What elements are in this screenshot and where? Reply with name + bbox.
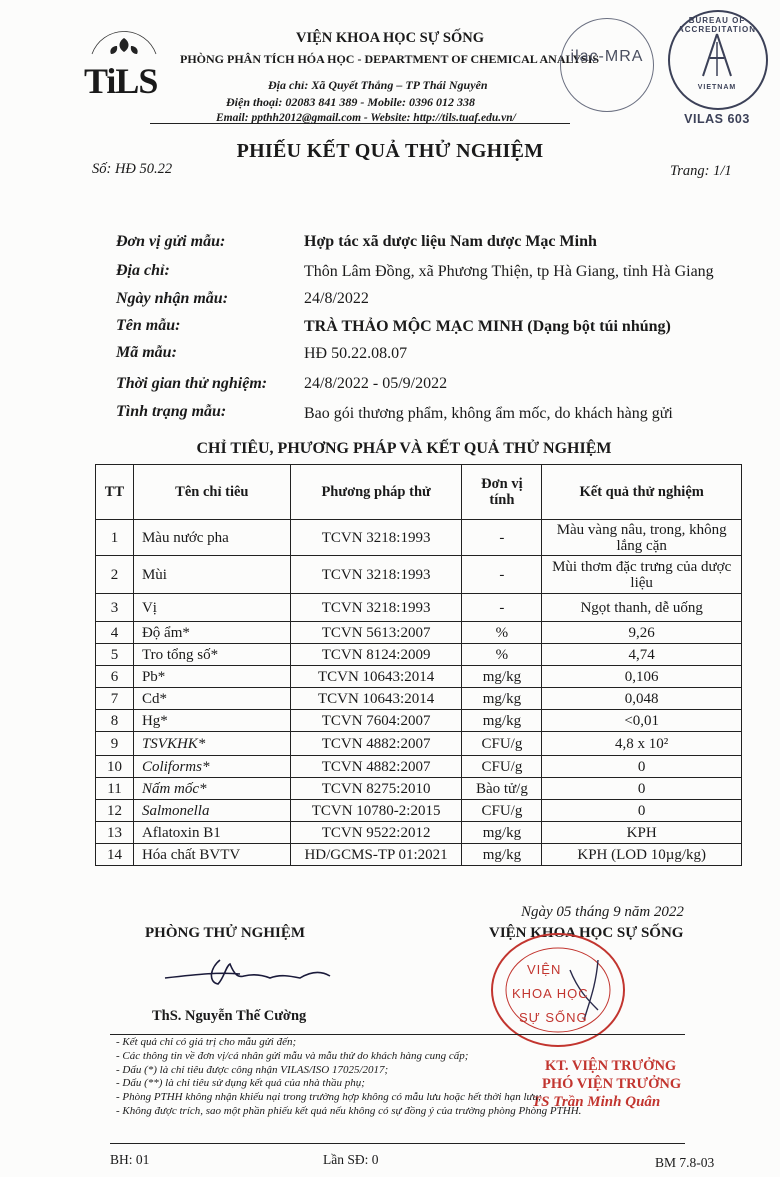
tt-cell: 2 [96, 556, 134, 594]
phone: Điện thoại: 02083 841 389 - Mobile: 0396 012 338 [226, 95, 475, 109]
col-header: Đơn vị tính [462, 465, 542, 520]
revision: Lần SĐ: 0 [323, 1152, 379, 1167]
unit-cell: CFU/g [462, 732, 542, 756]
document-title: PHIẾU KẾT QUẢ THỬ NGHIỆM [236, 140, 544, 162]
method-cell: TCVN 9522:2012 [290, 822, 462, 844]
result-cell: Ngọt thanh, dễ uống [542, 594, 742, 622]
name-cell: Độ ẩm* [133, 622, 290, 644]
name-cell: Aflatoxin B1 [133, 822, 290, 844]
unit-cell: - [462, 556, 542, 594]
col-header: Kết quả thử nghiệm [542, 465, 742, 520]
tt-cell: 12 [96, 800, 134, 822]
name-cell: Nấm mốc* [133, 778, 290, 800]
table-row [96, 756, 742, 778]
note-item: - Dấu (**) là chỉ tiêu sử dụng kết quả của nhà thầu phụ; [116, 1077, 365, 1090]
info-label: Đơn vị gửi mẫu: [116, 233, 226, 250]
method-cell: TCVN 8124:2009 [290, 644, 462, 666]
table-row [96, 800, 742, 822]
name-cell: Salmonella [133, 800, 290, 822]
stamp-text: KHOA HỌC [512, 986, 589, 1001]
result-cell: KPH [542, 822, 742, 844]
bh-code: BH: 01 [110, 1152, 150, 1167]
method-cell: TCVN 7604:2007 [290, 710, 462, 732]
method-cell: TCVN 10780-2:2015 [290, 800, 462, 822]
table-row [96, 688, 742, 710]
unit-cell: CFU/g [462, 756, 542, 778]
tt-cell: 13 [96, 822, 134, 844]
unit-cell: CFU/g [462, 800, 542, 822]
info-value: TRÀ THẢO MỘC MẠC MINH (Dạng bột túi nhúng) [304, 318, 671, 335]
table-row [96, 844, 742, 866]
unit-cell: Bào tử/g [462, 778, 542, 800]
method-cell: TCVN 3218:1993 [290, 520, 462, 556]
name-cell: Vị [133, 594, 290, 622]
unit-cell: - [462, 594, 542, 622]
info-value: Bao gói thương phẩm, không ẩm mốc, do khách hàng gửi [304, 405, 673, 422]
info-label: Ngày nhận mẫu: [116, 290, 229, 307]
tt-cell: 9 [96, 732, 134, 756]
logo-text: TiLS [84, 61, 158, 101]
method-cell: TCVN 10643:2014 [290, 666, 462, 688]
vietnam-text: VIETNAM [697, 84, 737, 91]
lab-signer-name: ThS. Nguyễn Thế Cường [152, 1008, 307, 1024]
table-header-row [96, 465, 742, 520]
tt-cell: 3 [96, 594, 134, 622]
tt-cell: 7 [96, 688, 134, 710]
result-cell: KPH (LOD 10µg/kg) [542, 844, 742, 866]
method-cell: TCVN 5613:2007 [290, 622, 462, 644]
note-item: - Dấu (*) là chỉ tiêu được công nhận VILAS/ISO 17025/2017; [116, 1063, 389, 1076]
email-website: Email: ppthh2012@gmail.com - Website: http://tils.tuaf.edu.vn/ [216, 112, 516, 124]
unit-cell: - [462, 520, 542, 556]
info-label: Địa chỉ: [116, 262, 170, 279]
table-row [96, 822, 742, 844]
address: Địa chỉ: Xã Quyết Thắng – TP Thái Nguyên [268, 78, 488, 92]
notes-bottom-divider [110, 1143, 685, 1144]
info-label: Mã mẫu: [116, 344, 177, 361]
result-cell: 0,106 [542, 666, 742, 688]
method-cell: TCVN 4882:2007 [290, 732, 462, 756]
section-title: CHỈ TIÊU, PHƯƠNG PHÁP VÀ KẾT QUẢ THỬ NGHIỆM [196, 440, 612, 457]
vilas-number: VILAS 603 [684, 112, 750, 126]
tt-cell: 14 [96, 844, 134, 866]
table-row [96, 594, 742, 622]
name-cell: Hg* [133, 710, 290, 732]
institute-name: VIỆN KHOA HỌC SỰ SỐNG [296, 30, 484, 46]
accreditation-emblem-icon [700, 32, 734, 78]
name-cell: Coliforms* [133, 756, 290, 778]
table-row [96, 732, 742, 756]
info-label: Tên mẫu: [116, 317, 181, 334]
lab-signature [160, 948, 350, 998]
note-item: - Không được trích, sao một phần phiếu kết quả nếu không có sự đồng ý của trường phòng Phòng PTHH. [116, 1104, 582, 1117]
result-cell: 9,26 [542, 622, 742, 644]
institute-heading: VIỆN KHOA HỌC SỰ SỐNG [489, 925, 684, 941]
info-value: HĐ 50.22.08.07 [304, 345, 408, 362]
stamp-text: SỰ SỐNG [519, 1010, 588, 1025]
header-divider [150, 123, 570, 124]
method-cell: TCVN 3218:1993 [290, 556, 462, 594]
document-number: Số: HĐ 50.22 [92, 161, 173, 177]
info-value: Thôn Lâm Đồng, xã Phương Thiện, tp Hà Giang, tỉnh Hà Giang [304, 263, 714, 280]
result-cell: Màu vàng nâu, trong, không lắng cặn [542, 520, 742, 556]
info-label: Tình trạng mẫu: [116, 403, 227, 420]
table-row [96, 556, 742, 594]
lab-heading: PHÒNG THỬ NGHIỆM [145, 925, 306, 941]
kt-title: KT. VIỆN TRƯỞNG [545, 1058, 677, 1074]
name-cell: Màu nước pha [133, 520, 290, 556]
col-header: Phương pháp thử [290, 465, 462, 520]
name-cell: Hóa chất BVTV [133, 844, 290, 866]
director-name: TS Trần Minh Quân [532, 1094, 661, 1110]
result-cell: 0,048 [542, 688, 742, 710]
result-cell: 4,8 x 10² [542, 732, 742, 756]
tt-cell: 8 [96, 710, 134, 732]
form-code: BM 7.8-03 [655, 1155, 715, 1170]
col-header: TT [96, 465, 134, 520]
note-item: - Kết quả chỉ có giá trị cho mẫu gửi đến; [116, 1036, 297, 1048]
tt-cell: 5 [96, 644, 134, 666]
table-row [96, 622, 742, 644]
name-cell: Pb* [133, 666, 290, 688]
result-cell: 4,74 [542, 644, 742, 666]
notes-block [116, 1036, 581, 1119]
method-cell: TCVN 3218:1993 [290, 594, 462, 622]
method-cell: TCVN 8275:2010 [290, 778, 462, 800]
vice-title: PHÓ VIỆN TRƯỞNG [542, 1076, 682, 1092]
unit-cell: mg/kg [462, 666, 542, 688]
tt-cell: 6 [96, 666, 134, 688]
name-cell: Mùi [133, 556, 290, 594]
name-cell: Cd* [133, 688, 290, 710]
unit-cell: mg/kg [462, 822, 542, 844]
ilac-mra-text: ilac-MRA [570, 48, 644, 65]
result-cell: 0 [542, 800, 742, 822]
page-number: Trang: 1/1 [670, 163, 732, 179]
result-cell: 0 [542, 756, 742, 778]
table-row [96, 710, 742, 732]
result-cell: 0 [542, 778, 742, 800]
unit-cell: mg/kg [462, 844, 542, 866]
info-value: 24/8/2022 - 05/9/2022 [304, 375, 448, 392]
result-cell: <0,01 [542, 710, 742, 732]
name-cell: TSVKHK* [133, 732, 290, 756]
bureau-arc-text: BUREAU OF ACCREDITATION [677, 16, 757, 34]
name-cell: Tro tổng số* [133, 644, 290, 666]
unit-cell: % [462, 622, 542, 644]
unit-cell: mg/kg [462, 688, 542, 710]
results-table [95, 464, 742, 866]
table-row [96, 666, 742, 688]
table-row [96, 778, 742, 800]
method-cell: TCVN 4882:2007 [290, 756, 462, 778]
unit-cell: mg/kg [462, 710, 542, 732]
info-value: 24/8/2022 [304, 290, 369, 307]
report-date: Ngày 05 tháng 9 năm 2022 [521, 904, 684, 920]
table-row [96, 644, 742, 666]
col-header: Tên chỉ tiêu [133, 465, 290, 520]
method-cell: HD/GCMS-TP 01:2021 [290, 844, 462, 866]
info-label: Thời gian thử nghiệm: [116, 375, 268, 392]
note-item: - Phòng PTHH không nhận khiếu nại trong trường hợp không có mẫu lưu hoặc hết thời hạn lưu; [116, 1091, 542, 1104]
tt-cell: 1 [96, 520, 134, 556]
table-row [96, 520, 742, 556]
method-cell: TCVN 10643:2014 [290, 688, 462, 710]
note-item: - Các thông tin về đơn vị/cá nhân gửi mẫu và mẫu thử do khách hàng cung cấp; [116, 1049, 469, 1062]
department-name: PHÒNG PHÂN TÍCH HÓA HỌC - DEPARTMENT OF CHEMICAL ANALYSIS [180, 52, 600, 66]
stamp-text: VIỆN [527, 962, 562, 977]
notes-divider [110, 1034, 685, 1035]
tt-cell: 10 [96, 756, 134, 778]
tt-cell: 4 [96, 622, 134, 644]
result-cell: Mùi thơm đặc trưng của dược liệu [542, 556, 742, 594]
info-value: Hợp tác xã dược liệu Nam dược Mạc Minh [304, 233, 597, 250]
tt-cell: 11 [96, 778, 134, 800]
unit-cell: % [462, 644, 542, 666]
